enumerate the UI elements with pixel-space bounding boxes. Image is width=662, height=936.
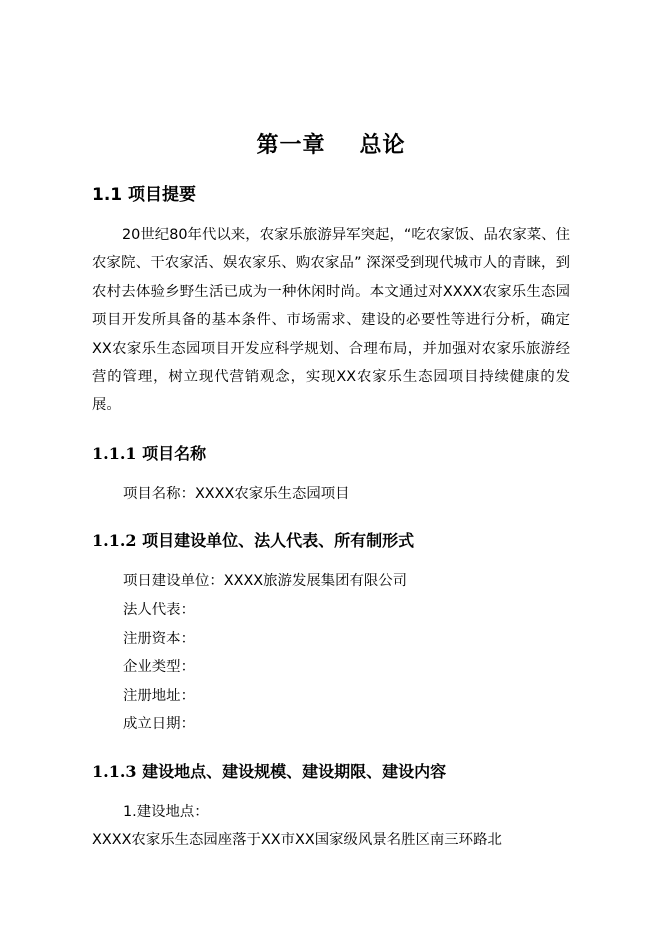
section-heading-1-1-1: 1.1.1 项目名称 (92, 444, 207, 463)
registered-address-line: 注册地址： (123, 688, 195, 704)
section-heading-1-1: 1.1 项目提要 (92, 185, 197, 205)
project-summary-paragraph: 20世纪80年代以来，农家乐旅游异军突起，“吃农家饭、品农家菜、住农家院、干农家活、娱农家乐、购农家品” 深深受到现代城市人的青睐，到农村去体验乡野生活已成为一种休闲时尚。本文通过对XXXX农家乐生态园项目开发所具备的基本条件、市场需求、建设的必要性等进行分析，确定XX农家乐生态园项目开发应科学规划、合理布局，并加强对农家乐旅游经营的管理，树立现代营销观念，实现XX农家乐生态园项目持续健康的发展。 (92, 227, 570, 414)
project-name-line: 项目名称：XXXX农家乐生态园项目 (123, 486, 350, 502)
established-date-line: 成立日期： (123, 716, 195, 732)
construction-location-item: 1.建设地点： (123, 804, 209, 820)
construction-location-text: XXXX农家乐生态园座落于XX市XX国家级风景名胜区南三环路北 (92, 832, 502, 848)
legal-rep-line: 法人代表： (123, 602, 195, 618)
chapter-title (0, 128, 662, 159)
chapter-number: 第一章 (256, 132, 326, 158)
builder-line: 项日建设单位：XXXX旅游发展集团有限公司 (123, 573, 408, 589)
chapter-name: 总论 (359, 132, 406, 158)
section-heading-1-1-2: 1.1.2 项目建设单位、法人代表、所有制形式 (92, 531, 415, 550)
registered-capital-line: 注册资本： (123, 631, 195, 647)
section-heading-1-1-3: 1.1.3 建设地点、建设规模、建设期限、建设内容 (92, 762, 447, 781)
company-type-line: 企业类型： (123, 659, 195, 675)
